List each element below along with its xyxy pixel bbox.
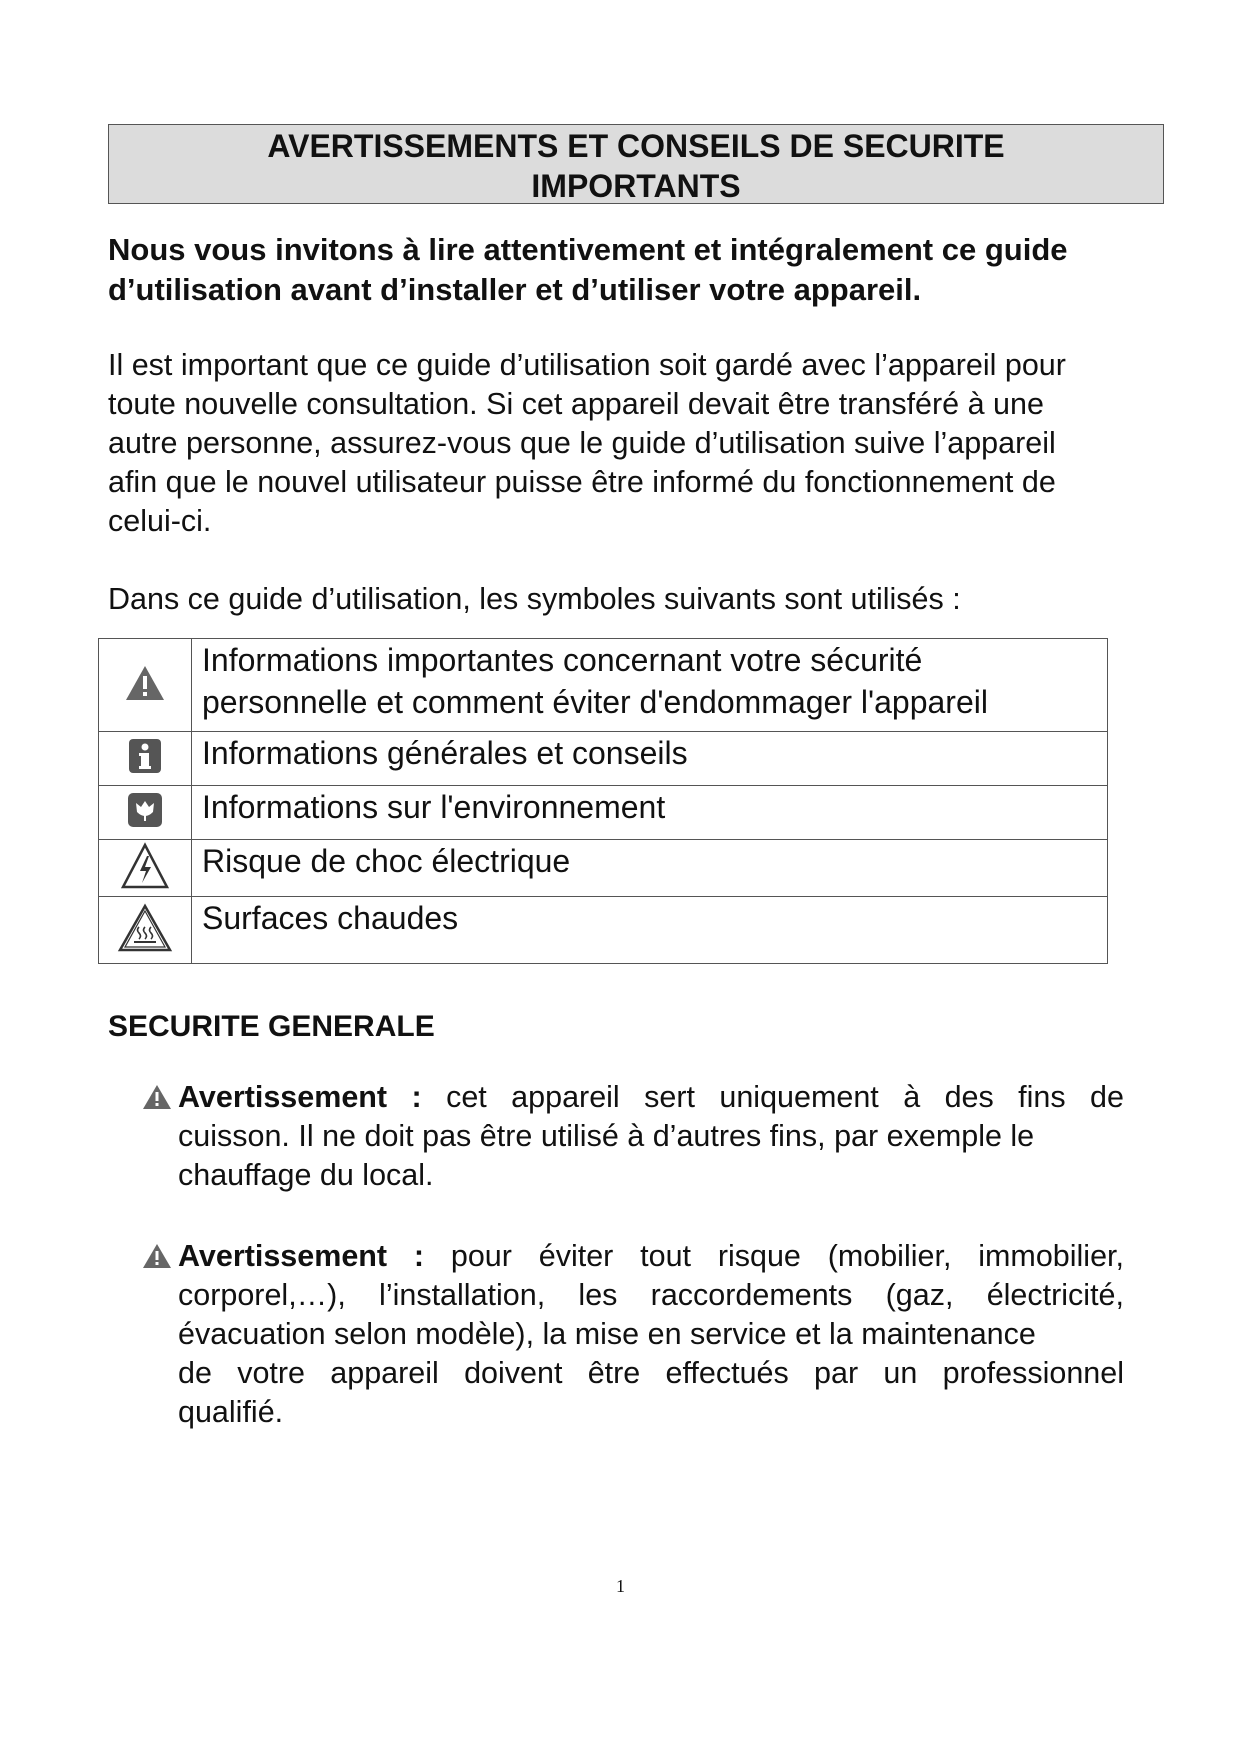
environment-flower-icon <box>127 792 163 828</box>
paragraph-line: autre personne, assurez-vous que le guide d’utilisation suive l’appareil <box>108 426 1056 460</box>
symbols-intro: Dans ce guide d’utilisation, les symboles suivants sont utilisés : <box>108 582 961 616</box>
warning-triangle-icon <box>142 1084 172 1110</box>
warning-line <box>178 1237 1124 1276</box>
symbol-description: Informations importantes concernant votre sécurité <box>202 642 923 678</box>
page-number: 1 <box>616 1576 625 1596</box>
page-title-line2: IMPORTANTS <box>531 168 741 204</box>
symbols-table <box>98 638 1108 964</box>
symbol-row <box>99 639 1108 732</box>
warning-text: pour éviter tout risque (mobilier, immobilier, <box>450 1239 1124 1273</box>
warning-block <box>178 1078 1124 1195</box>
symbol-row <box>99 840 1108 897</box>
warning-triangle-icon <box>142 1243 172 1269</box>
paragraph-line: afin que le nouvel utilisateur puisse être informé du fonctionnement de <box>108 465 1056 499</box>
info-icon <box>128 738 162 774</box>
hot-surface-icon <box>117 903 173 953</box>
symbol-row <box>99 897 1108 964</box>
warning-block <box>178 1237 1124 1432</box>
warning-label: Avertissement : <box>178 1239 425 1273</box>
page-title-line1: AVERTISSEMENTS ET CONSEILS DE SECURITE <box>267 128 1005 164</box>
warning-text: cet appareil sert uniquement à des fins de <box>446 1080 1124 1114</box>
warning-line: chauffage du local. <box>178 1158 434 1192</box>
intro-text <box>108 230 1188 310</box>
keep-guide-paragraph <box>108 346 1188 541</box>
section-title: SECURITE GENERALE <box>108 1010 435 1043</box>
paragraph-line: celui-ci. <box>108 504 212 538</box>
symbol-row <box>99 732 1108 786</box>
warning-line: corporel,…), l’installation, les raccordements (gaz, électricité, <box>178 1278 1124 1312</box>
page-title-box <box>108 124 1164 204</box>
symbol-description: personnelle et comment éviter d'endommager l'appareil <box>202 684 988 720</box>
warning-triangle-icon <box>124 664 166 702</box>
warning-line <box>178 1078 1124 1117</box>
symbol-description: Informations générales et conseils <box>202 735 688 771</box>
electric-shock-icon <box>120 842 170 890</box>
symbol-row <box>99 786 1108 840</box>
warning-line: cuisson. Il ne doit pas être utilisé à d’autres fins, par exemple le <box>178 1119 1035 1153</box>
symbol-description: Informations sur l'environnement <box>202 789 666 825</box>
warning-label: Avertissement : <box>178 1080 422 1114</box>
warning-line: de votre appareil doivent être effectués par un professionnel <box>178 1356 1124 1390</box>
paragraph-line: toute nouvelle consultation. Si cet appareil devait être transféré à une <box>108 387 1044 421</box>
symbol-description: Surfaces chaudes <box>202 900 459 936</box>
intro-line2: d’utilisation avant d’installer et d’utiliser votre appareil. <box>108 272 922 307</box>
warning-line: évacuation selon modèle), la mise en service et la maintenance <box>178 1317 1036 1351</box>
paragraph-line: Il est important que ce guide d’utilisation soit gardé avec l’appareil pour <box>108 348 1066 382</box>
symbol-description: Risque de choc électrique <box>202 843 571 879</box>
warning-line: qualifié. <box>178 1395 284 1429</box>
intro-line1: Nous vous invitons à lire attentivement et intégralement ce guide <box>108 232 1068 267</box>
